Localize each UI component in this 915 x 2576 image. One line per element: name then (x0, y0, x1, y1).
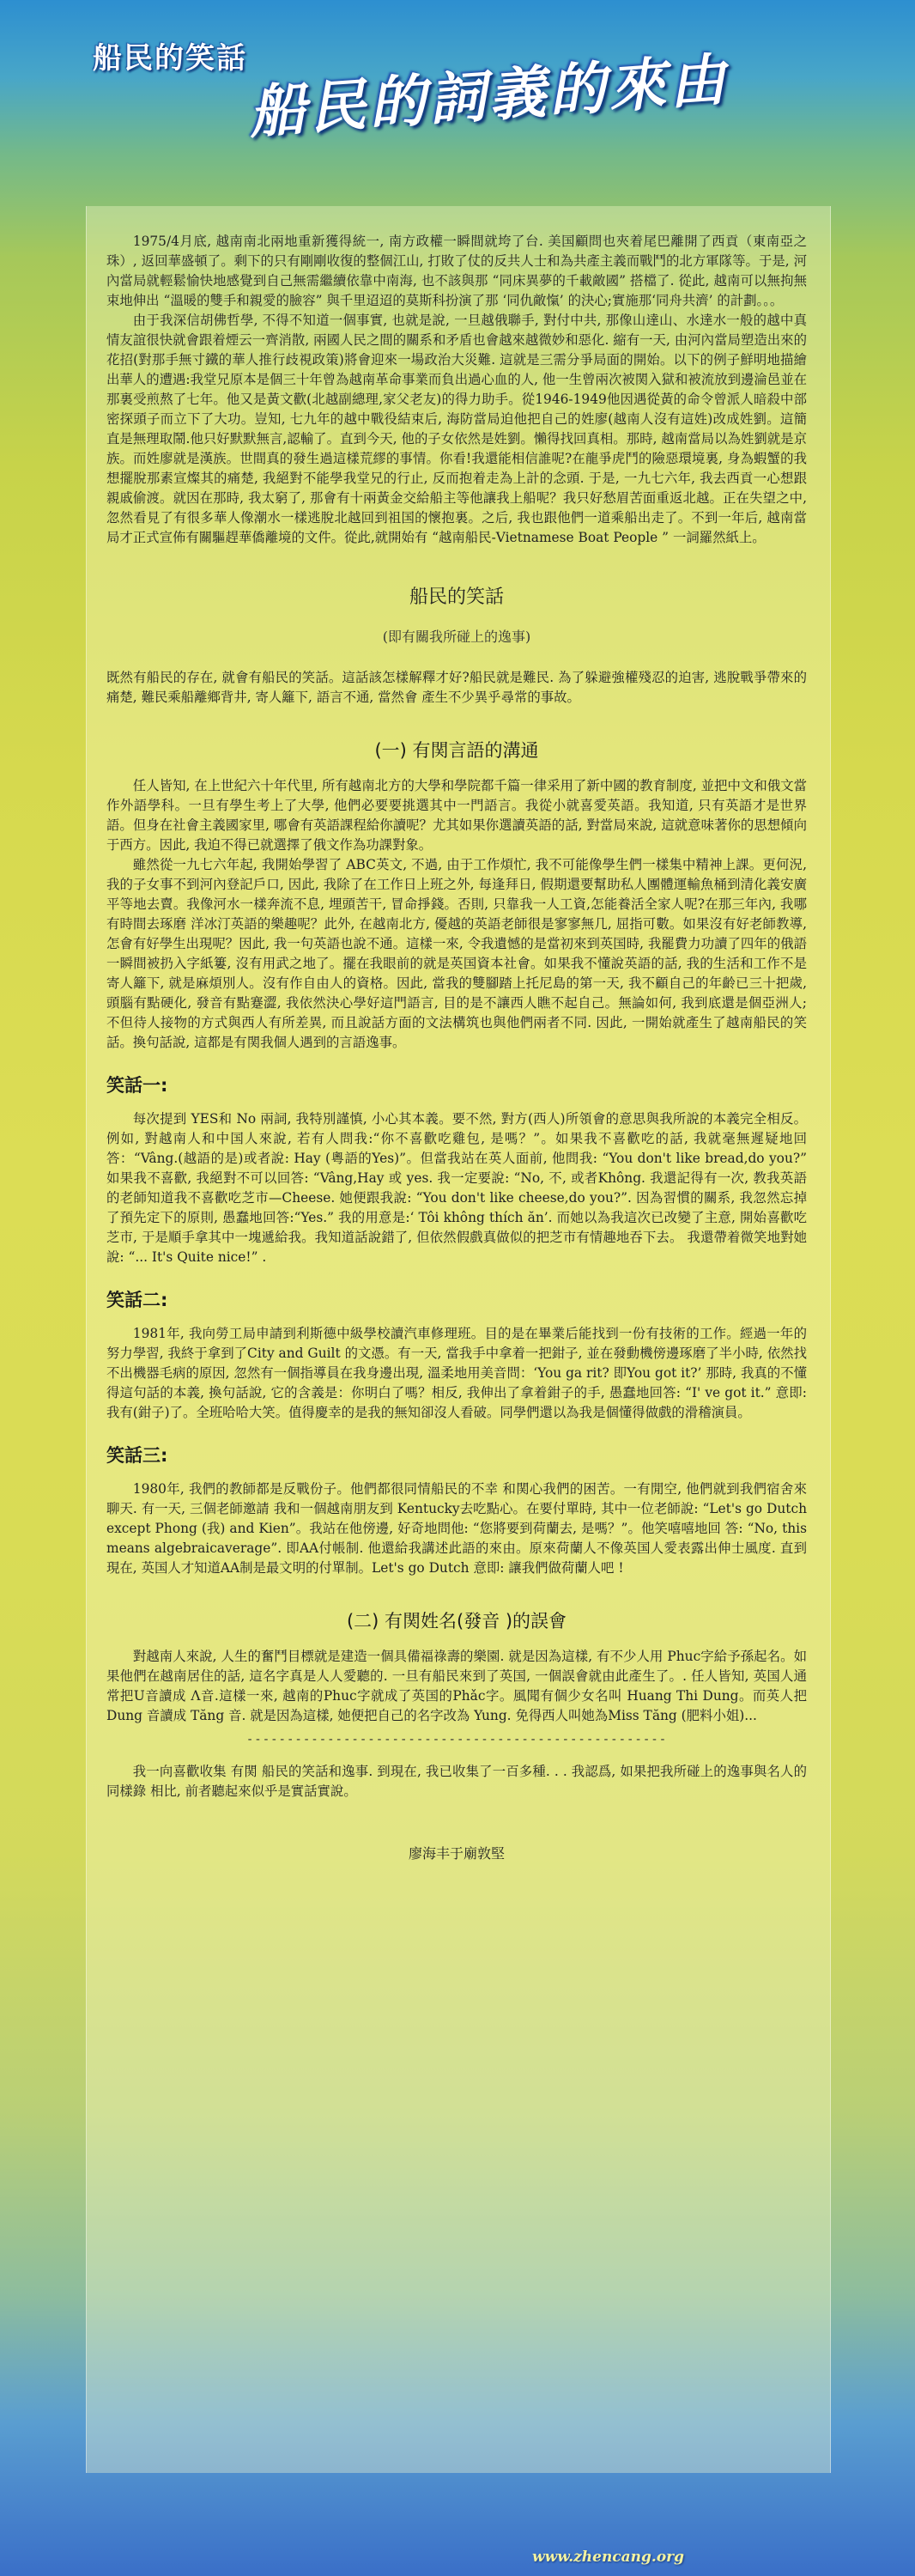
closing-paragraph: 我一向喜歡收集 有関 船民的笑話和逸事. 到現在, 我已收集了一百多種. . . 我認爲, 如果把我所碰上的逸事與名人的同樣錄 相比, 前者聽起來似乎是實話實說。 (106, 1764, 807, 1799)
author-signature: 廖海丰于廟敦堅 (408, 1845, 505, 1862)
section-1-paragraph-2: 雖然從一九七六年起, 我開始學習了 ABC英文, 不過, 由于工作煩忙, 我不可能像學生們一樣集中精神上課。更何況, 我的子女事不到河內登記戶口, 因此, 我除了在工作日上班之外, 每逢拜日, 假期還要幫助私人團體運輸魚桶到清化義安廣平等地去賣。我像河水一樣奔流不息, 埋頭苦干, 冒命掙錢。否則, 只靠我一人工資,怎能養活全家人呢?在那三年內, 我哪有時間去琢磨 洋冰汀英語的樂趣呢？此外, 在越南北方, 優越的英語老師很是寥寥無几, 屈指可數。如果沒有好老師教導, 怎會有好學生出現呢？因此, 我一句英語也說不通。這樣一來, 令我遺憾的是當初來到英国時, 我罷費力功讀了四年的俄語一瞬間被扔入字紙簍, 沒有用武之地了。擺在我眼前的就是英国資本社會。如果我不懂說英語的話, 我的生活和工作不是寄人籬下, 就是麻煩別人。沒有作自由人的資格。因此, 當我的雙腳踏上托尼島的第一天, 我不顧自己的年齡已三十把歲, 頭腦有點硬化, 發音有點蹇澀, 我依然決心學好這門語言, 目的是不讓西人瞧不起自己。無論如何, 我到底還是個亞洲人; 不但待人接物的方式與西人有所差異, 而且說話方面的文法構筑也與他們兩者不同. 因此, 一開始就產生了越南船民的笑話。換句話說, 這都是有関我個人遇到的言語逸事。 (106, 857, 807, 1050)
article-body (106, 232, 807, 1862)
intro-paragraph-1: 1975/4月底, 越南南北兩地重新獲得統一, 南方政權一瞬間就垮了台. 美国顧問也夾着尾巴離開了西貢（東南亞之珠）, 返回華盛頓了。剩下的只有剛剛收復的整個江山, 打敗了仗的反共人士和為共產主義而戰鬥的北方軍隊等。于是, 河內當局就輕鬆愉快地感覺到自己無需繼續依靠中南海, 也不該與那 “同床異夢的千載敵國” 搭檔了. 從此, 越南可以無拘無束地伸出 “溫暖的雙手和親愛的臉容” 與千里迢迢的莫斯科扮演了那 ‘同仇敵愾’ 的決心;實施那‘同舟共濟’ 的計劃。。。 (106, 234, 807, 308)
joke-1-text: 每次提到 YES和 No 兩詞, 我特別謹慎, 小心其本義。要不然, 對方(西人)所領會的意思與我所說的本義完全相反。例如, 對越南人和中国人來說, 若有人問我:“你不喜歡吃雞包, 是嗎？”。如果我不喜歡吃的話, 我就毫無遲疑地回答：“Vâng.(越語的是)或者說: Hay (粵語的Yes)”。但當我站在英人面前, 他問我: “You don't like bread,do you?” 如果我不喜歡, 我絕對不可以回答: “Vâng,Hay 或 yes. 我一定要說: “No, 不, 或者Không. 我還記得有一次, 教我英語的老師知道我不喜歡吃芝市—Cheese. 她便跟我說: “You don't like cheese,do you?”. 因為習慣的關系, 我忽然忘掉了預先定下的原則, 愚蠢地回答:“Yes.” 我的用意是:‘ Tôi không thích ăn’. 而她以為我這次已改變了主意, 開始喜歡吃芝市, 于是順手拿其中一塊遞給我。我知道話說錯了, 但依然假戲真做似的把芝市有情趣地吞下去。 我還帶着微笑地對她說: “... It's Quite nice!” . (106, 1111, 807, 1265)
banner-main-title: 船民的詞義的來由 (246, 46, 731, 146)
jokes-title: 船民的笑話 (409, 586, 504, 608)
section-2-heading: (二) 有関姓名(發音 )的誤會 (346, 1611, 567, 1631)
section-2-text: 對越南人來說, 人生的奮鬥目標就是建造一個具備福祿壽的樂園. 就是因為這樣, 有不少人用 Phuc字給予孫起名。如果他們在越南居住的話, 這名字真是人人愛聽的. 一旦有船民來到了英国, 一個誤會就由此產生了。. 任人皆知, 英国人通常把U音讀成 Λ音.這樣一來, 越南的Phuc字就成了英国的Phǎc字。風聞有個少女名叫 Huang Thi Dung。而英人把 Dung 音讀成 Tăng 音. 就是因為這樣, 她便把自己的名字改為 Yung. 免得西人叫她為Miss Tăng (肥料小姐)... (106, 1649, 807, 1723)
joke-2-heading: 笑話二: (106, 1290, 168, 1310)
joke-1-heading: 笑話一: (106, 1075, 168, 1096)
jokes-intro: 既然有船民的存在, 就會有船民的笑話。這話該怎樣解釋才好?船民就是難民. 為了躲避強權殘忍的迫害, 逃脫戰爭帶來的痛楚, 難民乘船離鄉背井, 寄人籬下, 語言不通, 當然會 產生不少異乎尋常的事故。 (106, 670, 807, 705)
jokes-subtitle: (即有關我所碰上的逸事) (382, 629, 531, 645)
joke-2-text: 1981年, 我向勞工局申請到利斯德中級學校讀汽車修理班。目的是在畢業后能找到一份有技術的工作。經過一年的努力學習, 我終于拿到了City and Guilt 的文憑。有一天, 當我手中拿着一把鉗子, 並在發動機傍邊琢磨了半小時, 依然找不出機器毛病的原因, 忽然有一個指導員在我身邊出現, 溫柔地用美音問：‘You ga rit? 即You got it?’ 那時, 我真的不懂得這句話的本義, 換句話說, 它的含義是：你明白了嗎？相反, 我伸出了拿着鉗子的手, 愚蠢地回答: “I' ve got it.” 意即: 我有(鉗子)了。全班哈哈大笑。值得慶幸的是我的無知卻沒人看破。同學們還以為我是個懂得做戲的滑稽演員。 (106, 1326, 807, 1420)
joke-3-heading: 笑話三: (106, 1445, 168, 1466)
banner-small-title: 船民的笑話 (93, 41, 247, 76)
divider-line: ---------------------------------------------------- (245, 1733, 668, 1747)
intro-paragraph-2: 由于我深信胡佛哲學, 不得不知道一個事實, 也就是說, 一旦越俄聯手, 對付中共, 那像山達山、水達水一般的越中真情友誼很快就會跟着煙云一齊消散, 兩國人民之間的關系和矛盾也會越來越微妙和惡化. 縮有一天, 由河內當局塑造出來的花招(對那手無寸鐵的華人推行歧視政策)將會迎來一場政治大災難. 這就是三需分爭局面的開始。以下的例子鮮明地描繪出華人的遭遇:我堂兄原本是個三十年曾為越南革命事業而負出過心血的人, 他一生曾兩次被関入獄和被流放到邊淪邑並在那裏受煎熬了七年。他又是黃文歡(北越副總理,家父老友)的得力助手。從1946-1949他因遇從黃的命令曾派人暗殺中部密探頭子而立下了大功。豈知, 七九年的越中戰役結束后, 海防當局迫他把自己的姓廖(越南人沒有這姓)改成姓劉。這簡直是無理取鬧.他只好默默無言,認輸了。直到今天, 他的子女依然是姓劉。懶得找回真相。那時, 越南當局以為姓劉就是京族。而姓廖就是漢族。世間真的發生過這樣荒繆的事情。你看!我還能相信誰呢?在龍爭虎鬥的險惡環境裏, 身為蝦蟹的我想擺脫那素宣燦其的痛楚, 我絕對不能學我堂兄的行止, 反而抱着走為上計的念頭. 于是, 一九七六年, 我去西貢一心想跟親戚偷渡。就因在那時, 我太窮了, 那會有十兩黃金交給船主等他讓我上船呢？我只好愁眉苦面重返北越。正在失望之中, 忽然看見了有很多華人像潮水一樣逃脫北越回到祖国的懷抱裏。之后, 我也跟他們一道乘船出走了。不到一年后, 越南當局才正式宣佈有關驅趕華僑離境的文件。從此,就開始有 “越南船民-Vietnamese Boat People ” 一詞羅然紙上。 (106, 313, 807, 545)
joke-3-text: 1980年, 我們的教師都是反戰份子。他們都很同情船民的不幸 和関心我們的困苦。一有閒空, 他們就到我們宿舍來聊天. 有一天, 三個老師邀請 我和一個越南朋友到 Kentucky去吃點心。在要付單時, 其中一位老師說: “Let's go Dutch except Phong (我) and Kien”。我站在他傍邊, 好奇地問他: “您將要到荷蘭去, 是嗎？”。他笑嘻嘻地回 答: “No, this means algebraicaverage”. 即AA付帳制. 他還給我講述此語的來由。原來荷蘭人不像英国人愛表露出伸士風度. 直到現在, 英国人才知道AA制是最文明的付單制。Let's go Dutch 意即: 讓我們做荷蘭人吧 ! (106, 1481, 807, 1576)
section-1-heading: (一) 有関言語的溝通 (374, 740, 539, 761)
section-1-paragraph-1: 任人皆知, 在上世紀六十年代里, 所有越南北方的大學和學院都千篇一律采用了新中國的教育制度, 並把中文和俄文當作外語學科。一旦有學生考上了大學, 他們必要要挑選其中一門語言。我從小就喜愛英語。我知道, 只有英語才是世界語。但身在社會主義國家里, 哪會有英語課程給你讀呢？尤其如果你選讀英語的話, 對當局來說, 這就意味著你的思想傾向于西方。因此, 我迫不得已就選擇了俄文作為功課對象。 (106, 778, 807, 853)
site-watermark: www.zhencang.org (532, 2549, 685, 2566)
